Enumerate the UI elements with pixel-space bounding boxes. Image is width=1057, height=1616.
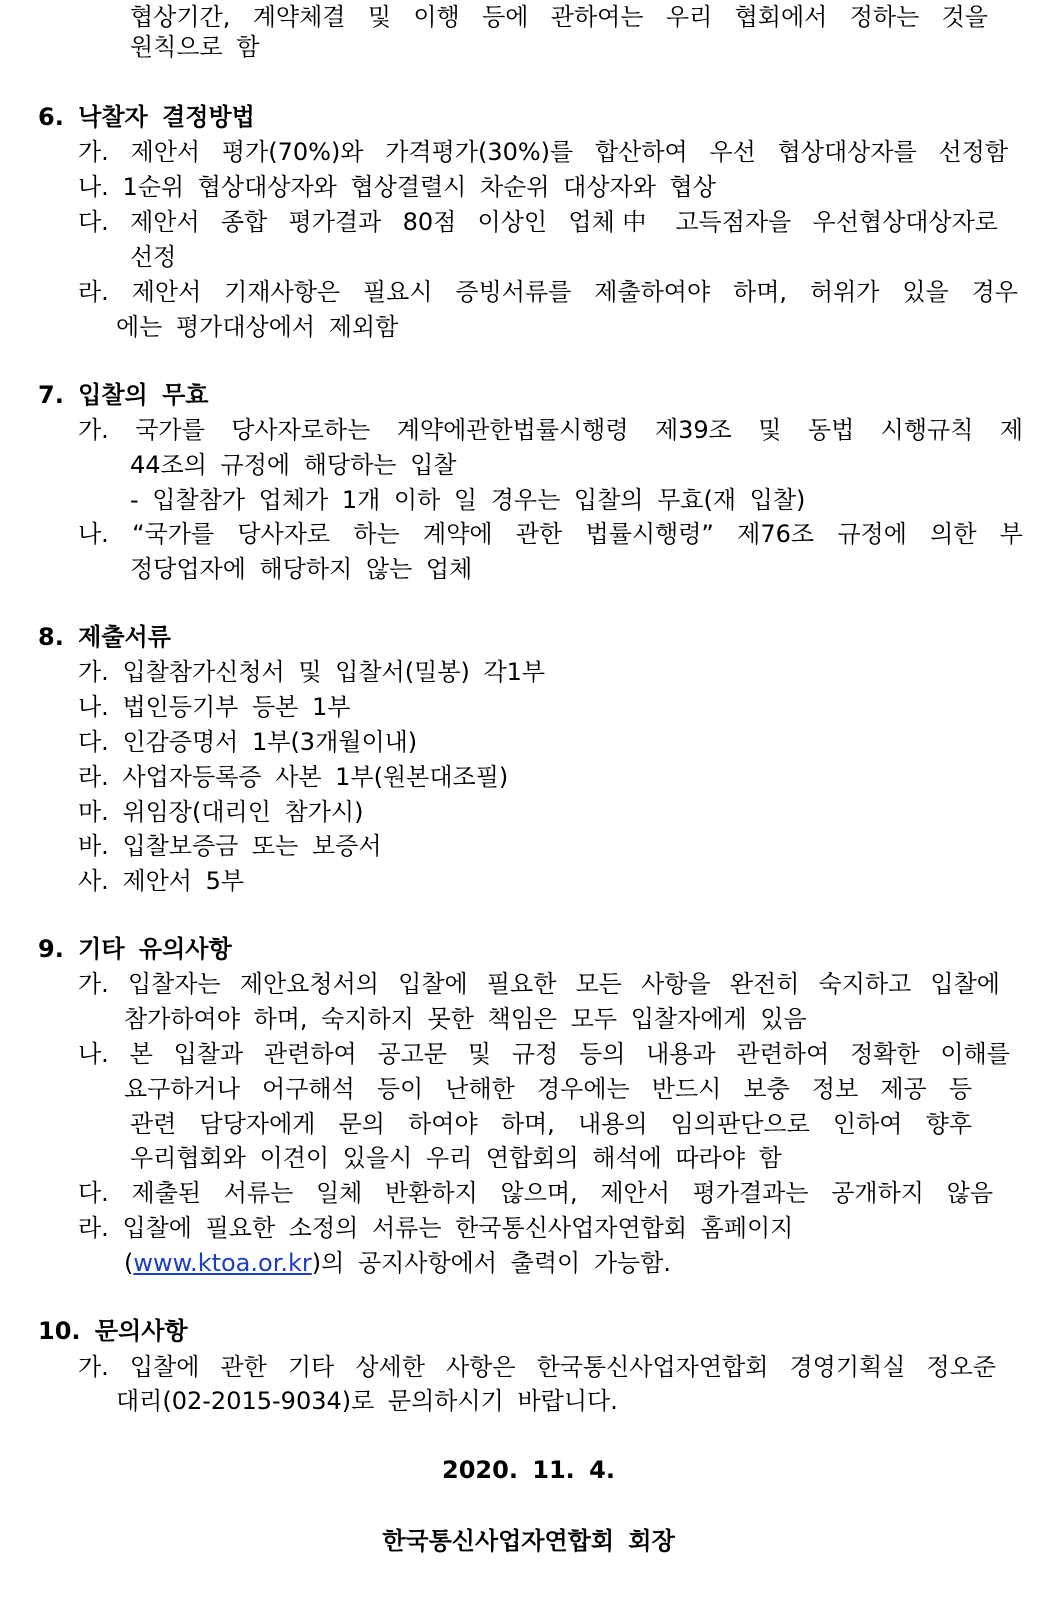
document-date: 2020. 11. 4. [442,1456,615,1484]
section-6-item-d: 라. 제안서 기재사항은 필요시 증빙서류를 제출하여야 하며, 허위가 있을 경우 [78,278,1018,306]
section-8-item: 사. 제안서 5부 [78,867,245,895]
section-9-item-d-cont [124,1246,671,1280]
section-10-heading: 10. 문의사항 [38,1317,188,1345]
section-7-item-b-cont: 정당업자에 해당하지 않는 업체 [130,555,473,583]
section-8-heading: 8. 제출서류 [38,623,171,651]
issuer-signature: 한국통신사업자연합회 회장 [382,1527,675,1555]
continuation-line-1: 협상기간, 계약체결 및 이행 등에 관하여는 우리 협회에서 정하는 것을 [130,3,988,31]
section-7-item-a-note: - 입찰참가 업체가 1개 이하 일 경우는 입찰의 무효(재 입찰) [130,486,806,514]
section-8-item: 마. 위임장(대리인 참가시) [78,798,364,826]
section-8-item: 가. 입찰참가신청서 및 입찰서(밀봉) 각1부 [78,658,546,686]
section-9-item-a: 가. 입찰자는 제안요청서의 입찰에 필요한 모든 사항을 완전히 숙지하고 입찰에 [78,970,1000,998]
section-9-item-b-cont-1: 요구하거나 어구해석 등이 난해한 경우에는 반드시 보충 정보 제공 등 [124,1075,972,1103]
section-10-item-a-cont: 대리(02-2015-9034)로 문의하시기 바랍니다. [116,1387,618,1415]
section-7-item-a: 가. 국가를 당사자로하는 계약에관한법률시행령 제39조 및 동법 시행규칙 제 [78,416,1023,444]
section-8-item: 라. 사업자등록증 사본 1부(원본대조필) [78,763,509,791]
ktoa-website-link[interactable]: www.ktoa.or.kr [133,1249,312,1277]
link-suffix-text: )의 공지사항에서 출력이 가능함. [311,1249,672,1277]
section-6-item-c: 다. 제안서 종합 평가결과 80점 이상인 업체中 고득점자을 우선협상대상자로 [78,208,998,236]
paren-open: ( [124,1249,134,1277]
section-7-item-a-cont: 44조의 규정에 해당하는 입찰 [130,451,457,479]
section-9-item-a-cont: 참가하여야 하며, 숙지하지 못한 책임은 모두 입찰자에게 있음 [124,1005,807,1033]
section-6-item-d-cont: 에는 평가대상에서 제외함 [116,313,399,341]
section-8-item: 나. 법인등기부 등본 1부 [78,693,351,721]
section-6-item-a: 가. 제안서 평가(70%)와 가격평가(30%)를 합산하여 우선 협상대상자를 선정함 [78,138,1008,166]
section-8-item: 다. 인감증명서 1부(3개월이내) [78,728,418,756]
section-8-item: 바. 입찰보증금 또는 보증서 [78,832,382,860]
continuation-line-2: 원칙으로 함 [130,33,260,61]
section-9-item-d: 라. 입찰에 필요한 소정의 서류는 한국통신사업자연합회 홈페이지 [78,1214,794,1242]
section-9-item-b-cont-3: 우리협회와 이견이 있을시 우리 연합회의 해석에 따라야 함 [130,1144,782,1172]
section-6-item-c-cont: 선정 [130,243,177,271]
section-10-item-a: 가. 입찰에 관한 기타 상세한 사항은 한국통신사업자연합회 경영기획실 정오준 [78,1353,996,1381]
section-9-heading: 9. 기타 유의사항 [38,935,232,963]
section-9-item-b: 나. 본 입찰과 관련하여 공고문 및 규정 등의 내용과 관련하여 정확한 이해를 [78,1040,1010,1068]
section-9-item-b-cont-2: 관련 담당자에게 문의 하여야 하며, 내용의 임의판단으로 인하여 향후 [130,1110,972,1138]
section-6-item-b: 나. 1순위 협상대상자와 협상결렬시 차순위 대상자와 협상 [78,173,716,201]
section-9-item-c: 다. 제출된 서류는 일체 반환하지 않으며, 제안서 평가결과는 공개하지 않음 [78,1179,993,1207]
section-6-heading: 6. 낙찰자 결정방법 [38,103,255,131]
section-7-item-b: 나. “국가를 당사자로 하는 계약에 관한 법률시행령” 제76조 규정에 의한 부 [78,520,1023,548]
section-7-heading: 7. 입찰의 무효 [38,381,209,409]
